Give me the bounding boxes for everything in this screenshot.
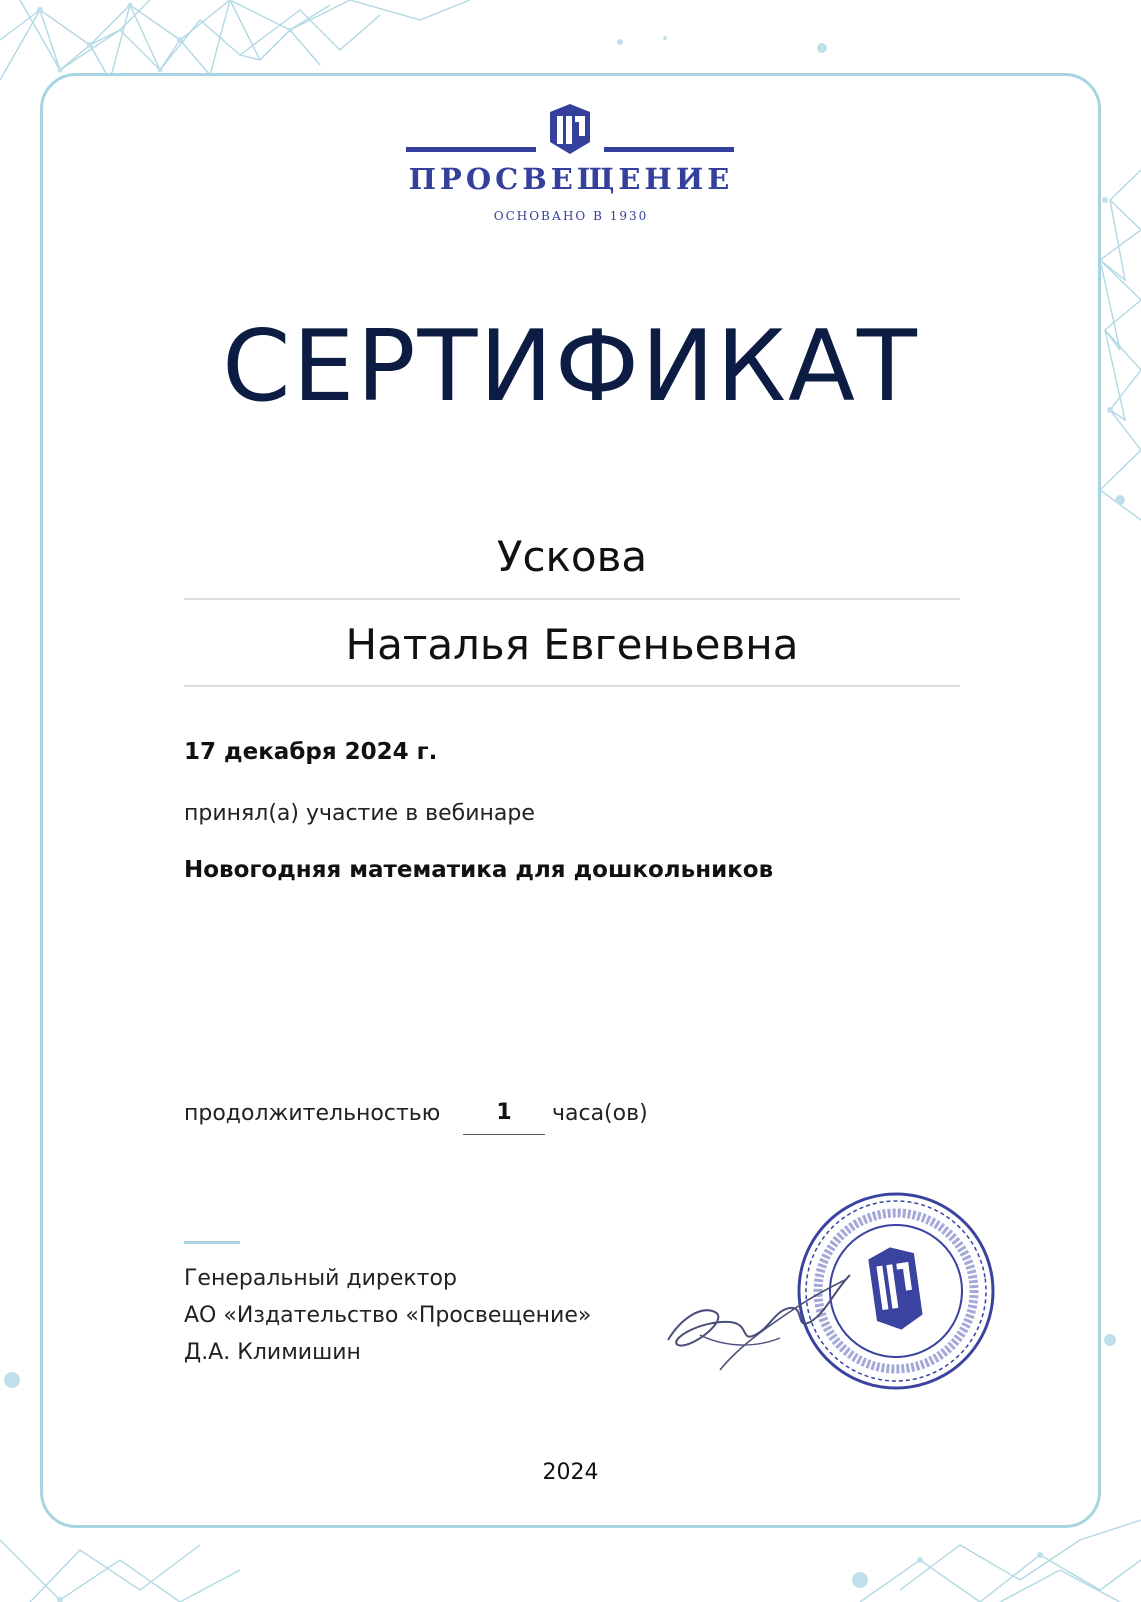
recipient-given-names: Наталья Евгеньевна — [345, 620, 799, 669]
signer-name: Д.А. Климишин — [184, 1340, 361, 1365]
duration-label: продолжительностью — [184, 1101, 441, 1126]
handwritten-signature — [660, 1250, 860, 1380]
logo-line-right — [604, 147, 734, 152]
given-names-underline — [184, 685, 960, 687]
participation-text: принял(а) участие в вебинаре — [184, 801, 535, 826]
signature-accent-line — [184, 1241, 240, 1244]
publisher-logo — [400, 100, 742, 230]
logo-line-left — [406, 147, 536, 152]
certificate-title: СЕРТИФИКАТ — [222, 310, 919, 424]
logo-name: ПРОСВЕЩЕНИЕ — [408, 162, 734, 196]
signer-organization: АО «Издательство «Просвещение» — [184, 1303, 592, 1328]
duration-unit: часа(ов) — [552, 1101, 648, 1126]
signer-position: Генеральный директор — [184, 1266, 457, 1291]
duration-underline — [463, 1134, 545, 1135]
prosveshchenie-emblem-icon — [548, 102, 592, 156]
recipient-surname: Ускова — [496, 532, 648, 581]
surname-underline — [184, 598, 960, 600]
certificate-year: 2024 — [542, 1460, 599, 1485]
webinar-title: Новогодняя математика для дошкольников — [184, 857, 774, 883]
duration-value: 1 — [496, 1100, 512, 1125]
logo-subtitle: ОСНОВАНО В 1930 — [493, 209, 649, 223]
event-date: 17 декабря 2024 г. — [184, 739, 438, 765]
